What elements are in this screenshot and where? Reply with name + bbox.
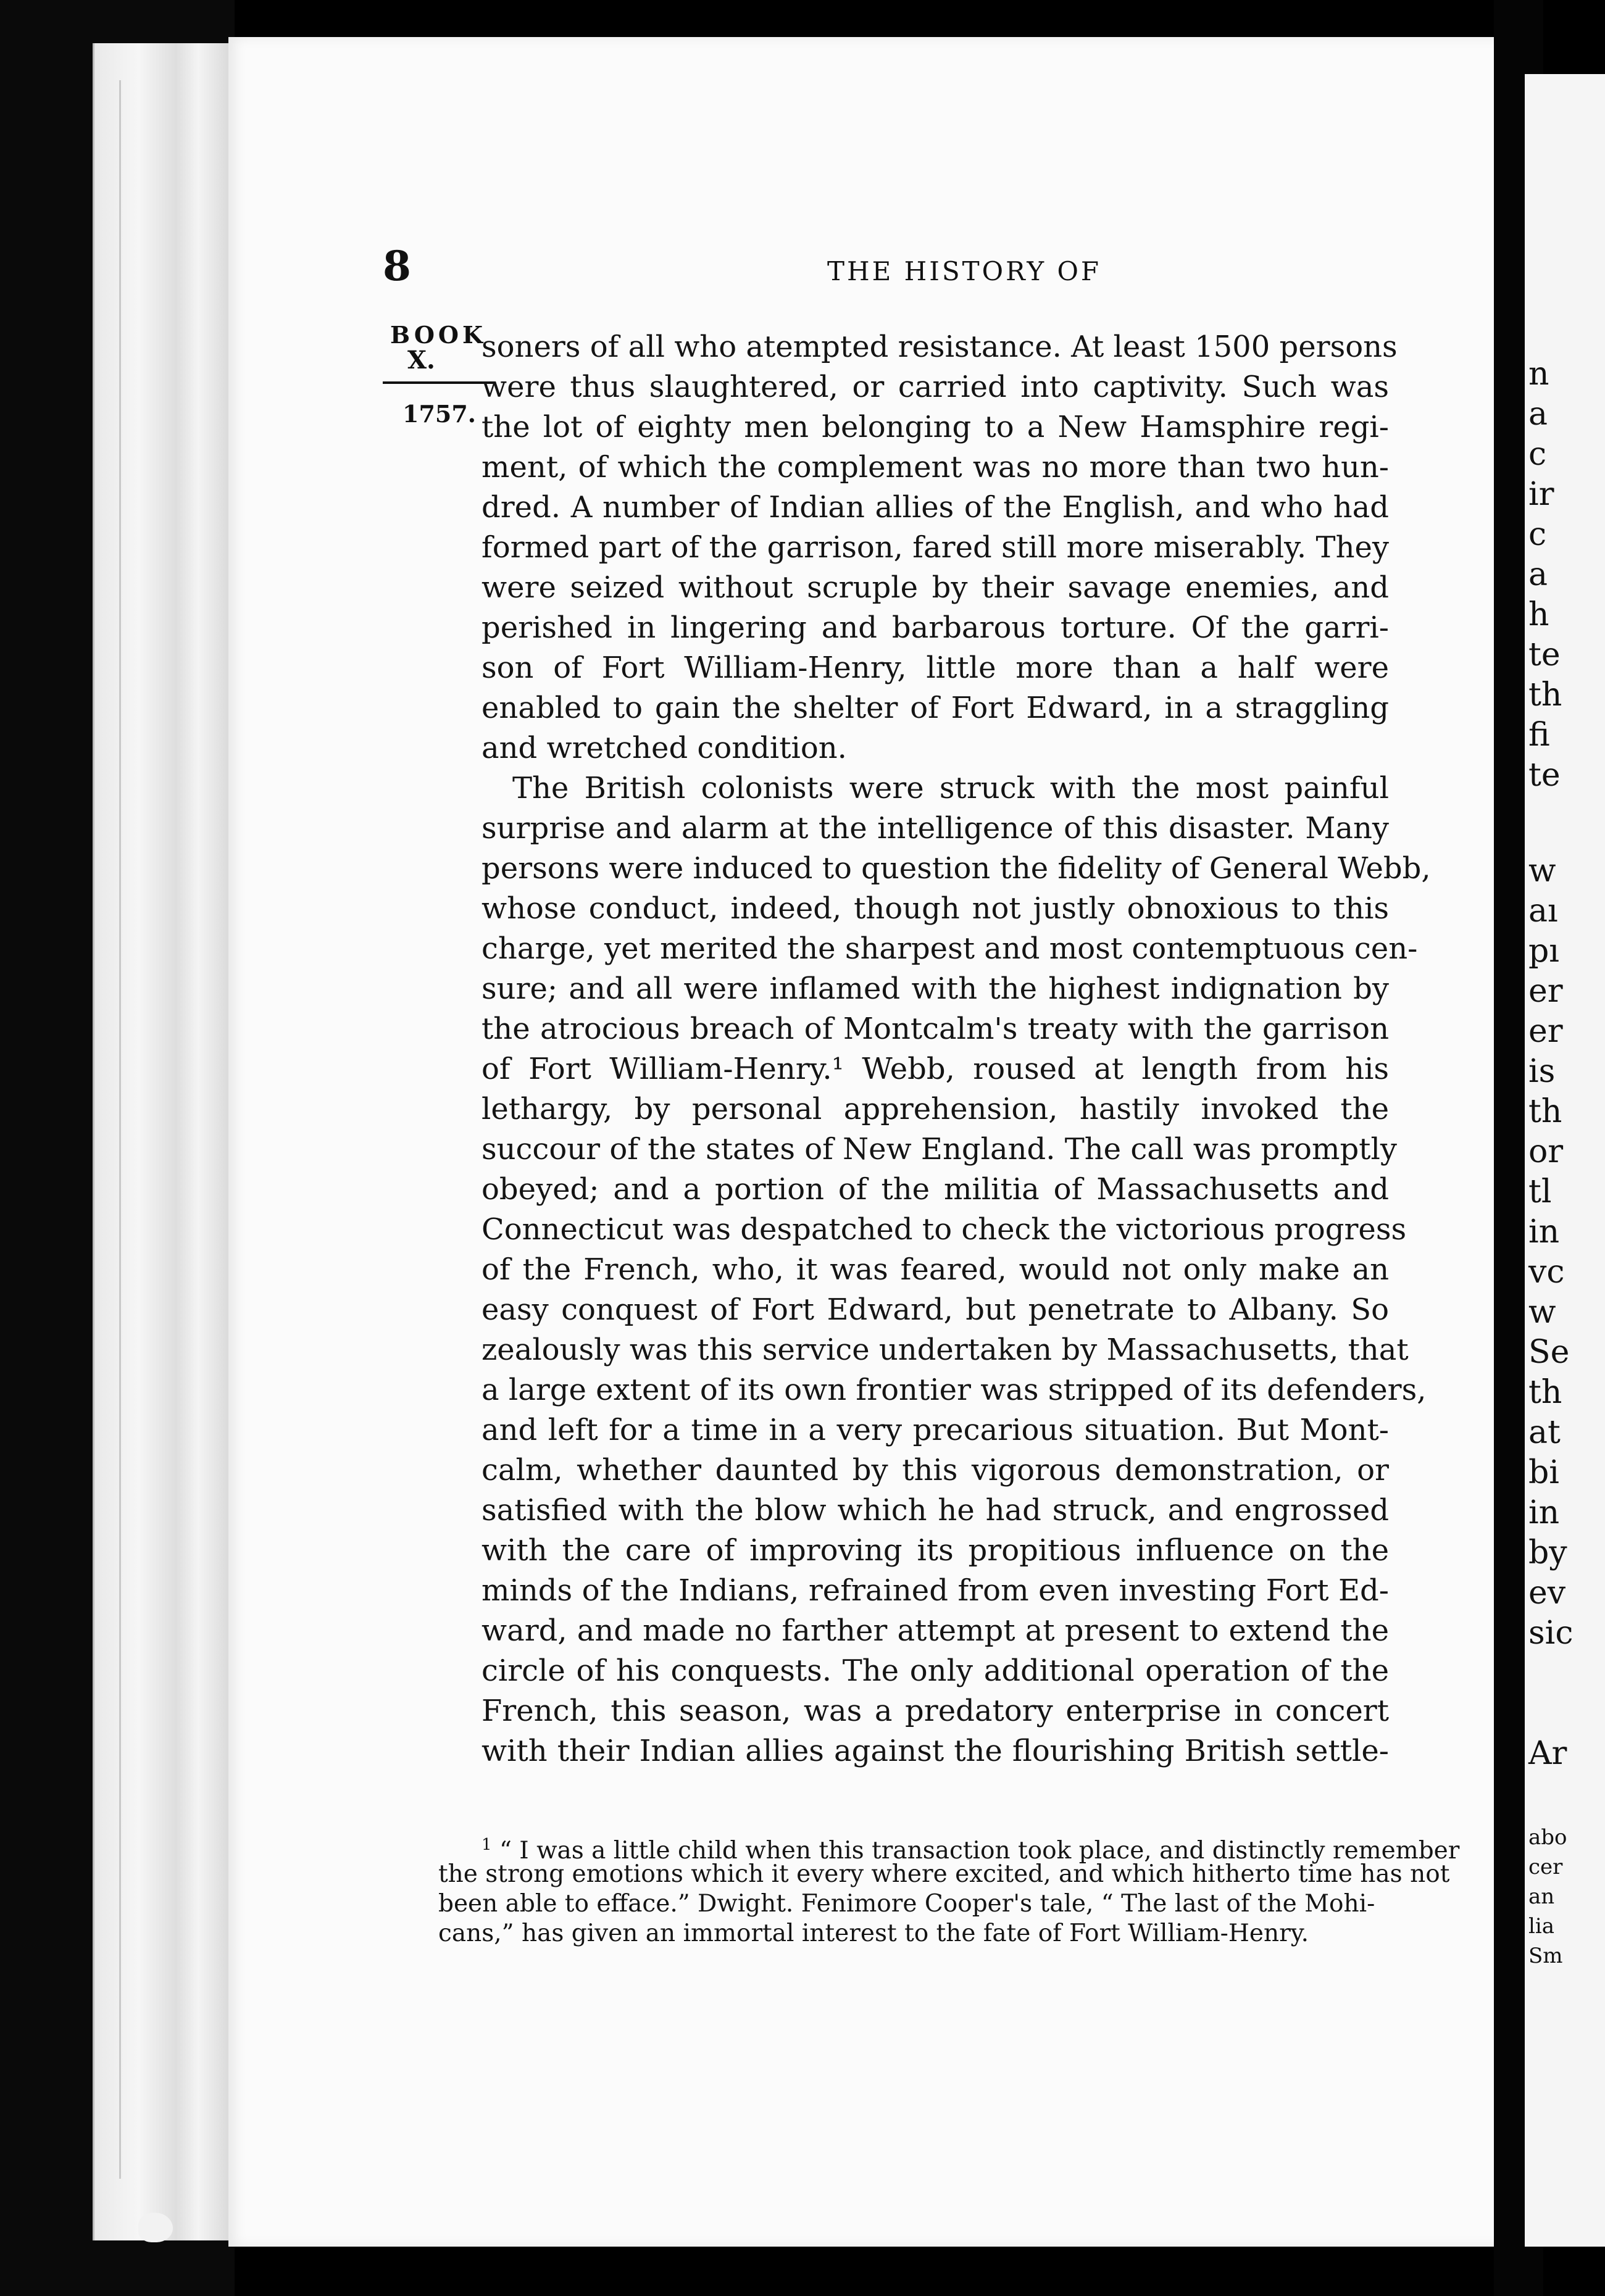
footnote <box>438 1830 1460 1949</box>
text-line: French, this season, was a predatory enterprise in concert <box>482 1694 1389 1728</box>
text-line: circle of his conquests. The only additional operation of the <box>482 1653 1389 1688</box>
text-line: ward, and made no farther attempt at present to extend the <box>482 1613 1389 1648</box>
facing-fragment: sic <box>1528 1615 1574 1652</box>
facing-fragment: te <box>1528 636 1561 673</box>
facing-fragment: er <box>1528 973 1563 1010</box>
text-line: the atrocious breach of Montcalm's treaty with the garrison <box>482 1012 1389 1046</box>
facing-fragment: ev <box>1528 1574 1566 1612</box>
text-line: soners of all who atempted resistance. At least 1500 persons <box>482 330 1398 364</box>
facing-fragment: te <box>1528 757 1561 794</box>
facing-fragment: th <box>1528 1093 1562 1130</box>
facing-fragment: bi <box>1528 1454 1559 1491</box>
footnote-line <box>438 1830 1460 1865</box>
facing-fragment: Ar <box>1528 1735 1567 1772</box>
facing-fragment: Sm <box>1528 1944 1563 1968</box>
facing-fragment: cer <box>1528 1855 1563 1879</box>
facing-fragment: w <box>1528 852 1556 889</box>
footnote-mark: 1 <box>482 1836 492 1854</box>
facing-fragment: abo <box>1528 1825 1567 1850</box>
facing-fragment: aı <box>1528 892 1558 930</box>
text-line: formed part of the garrison, fared still more miserably. They <box>482 530 1389 565</box>
facing-fragment: or <box>1528 1133 1564 1170</box>
facing-fragment: an <box>1528 1884 1555 1909</box>
facing-fragment: in <box>1528 1494 1560 1531</box>
text-line: sure; and all were inflamed with the highest indignation by <box>482 971 1389 1006</box>
facing-fragment: vc <box>1528 1254 1565 1291</box>
facing-fragment: lia <box>1528 1914 1555 1939</box>
text-line: perished in lingering and barbarous torture. Of the garri- <box>482 610 1389 645</box>
text-line: and wretched condition. <box>482 731 847 765</box>
text-line: son of Fort William-Henry, little more than a half were <box>482 651 1389 685</box>
text-line: minds of the Indians, refrained from even investing Fort Ed- <box>482 1573 1389 1608</box>
facing-page-strip <box>1525 74 1605 2247</box>
running-title: THE HISTORY OF <box>827 256 1102 286</box>
text-line: charge, yet merited the sharpest and most contemptuous cen- <box>482 931 1418 966</box>
facing-fragment: h <box>1528 596 1549 633</box>
facing-fragment: w <box>1528 1294 1556 1331</box>
text-line: zealously was this service undertaken by Massachusetts, that <box>482 1333 1409 1367</box>
text-line: obeyed; and a portion of the militia of Massachusetts and <box>482 1172 1389 1207</box>
text-line: succour of the states of New England. The call was promptly <box>482 1132 1397 1167</box>
facing-fragment: in <box>1528 1213 1560 1250</box>
page-edges <box>93 43 243 2240</box>
text-line: Connecticut was despatched to check the victorious progress <box>482 1212 1407 1247</box>
text-line: were seized without scruple by their savage enemies, and <box>482 570 1389 605</box>
text-line: The British colonists were struck with the most painful <box>512 771 1389 805</box>
text-line: persons were induced to question the fidelity of General Webb, <box>482 851 1431 886</box>
scan-artifact <box>138 2213 173 2242</box>
text-line: of the French, who, it was feared, would not only make an <box>482 1252 1389 1287</box>
facing-fragment: tl <box>1528 1173 1552 1210</box>
footnote-line: the strong emotions which it every where excited, and which hitherto time has not <box>438 1860 1450 1888</box>
footnote-line: cans,” has given an immortal interest to the fate of Fort William-Henry. <box>438 1920 1309 1947</box>
facing-fragment: at <box>1528 1414 1561 1451</box>
margin-volume: X. <box>407 346 435 375</box>
facing-fragment: c <box>1528 436 1547 473</box>
text-line: enabled to gain the shelter of Fort Edward, in a straggling <box>482 691 1389 725</box>
text-line: lethargy, by personal apprehension, hastily invoked the <box>482 1092 1389 1126</box>
facing-fragment: by <box>1528 1534 1567 1571</box>
text-line: were thus slaughtered, or carried into captivity. Such was <box>482 370 1389 404</box>
text-line: satisfied with the blow which he had struck, and engrossed <box>482 1493 1389 1528</box>
text-line: of Fort William-Henry.¹ Webb, roused at length from his <box>482 1052 1389 1086</box>
facing-fragment: er <box>1528 1013 1563 1050</box>
text-line: ment, of which the complement was no more than two hun- <box>482 450 1389 485</box>
footnote-text: “ I was a little child when this transaction took place, and distinctly remember <box>499 1837 1460 1865</box>
facing-fragment: n <box>1528 356 1549 393</box>
text-line: calm, whether daunted by this vigorous demonstration, or <box>482 1453 1389 1487</box>
text-line: with their Indian allies against the flourishing British settle- <box>482 1734 1389 1768</box>
facing-fragment: a <box>1528 556 1548 593</box>
facing-fragment: ir <box>1528 476 1554 513</box>
facing-fragment: a <box>1528 396 1548 433</box>
text-line: easy conquest of Fort Edward, but penetrate to Albany. So <box>482 1292 1389 1327</box>
text-line: whose conduct, indeed, though not justly obnoxious to this <box>482 891 1389 926</box>
facing-fragment: th <box>1528 1374 1562 1411</box>
text-line: with the care of improving its propitious influence on the <box>482 1533 1389 1568</box>
text-line: and left for a time in a very precarious situation. But Mont- <box>482 1413 1389 1447</box>
page-number: 8 <box>383 242 411 290</box>
text-line: a large extent of its own frontier was stripped of its defenders, <box>482 1373 1427 1407</box>
facing-fragment: is <box>1528 1053 1556 1090</box>
text-line: dred. A number of Indian allies of the English, and who had <box>482 490 1389 525</box>
margin-book-label: BOOK <box>390 321 487 349</box>
facing-fragment: Se <box>1528 1334 1570 1371</box>
facing-fragment: c <box>1528 516 1547 553</box>
body-text <box>482 327 1431 1771</box>
footnote-line: been able to efface.” Dwight. Fenimore Cooper's tale, “ The last of the Mohi- <box>438 1890 1375 1918</box>
margin-year: 1757. <box>402 400 476 428</box>
margin-rule <box>383 381 494 384</box>
text-line: surprise and alarm at the intelligence of this disaster. Many <box>482 811 1389 846</box>
text-line: the lot of eighty men belonging to a New Hamsphire regi- <box>482 410 1389 444</box>
facing-fragment: pı <box>1528 933 1559 970</box>
facing-fragment: th <box>1528 676 1562 713</box>
facing-fragment: fi <box>1528 717 1550 754</box>
